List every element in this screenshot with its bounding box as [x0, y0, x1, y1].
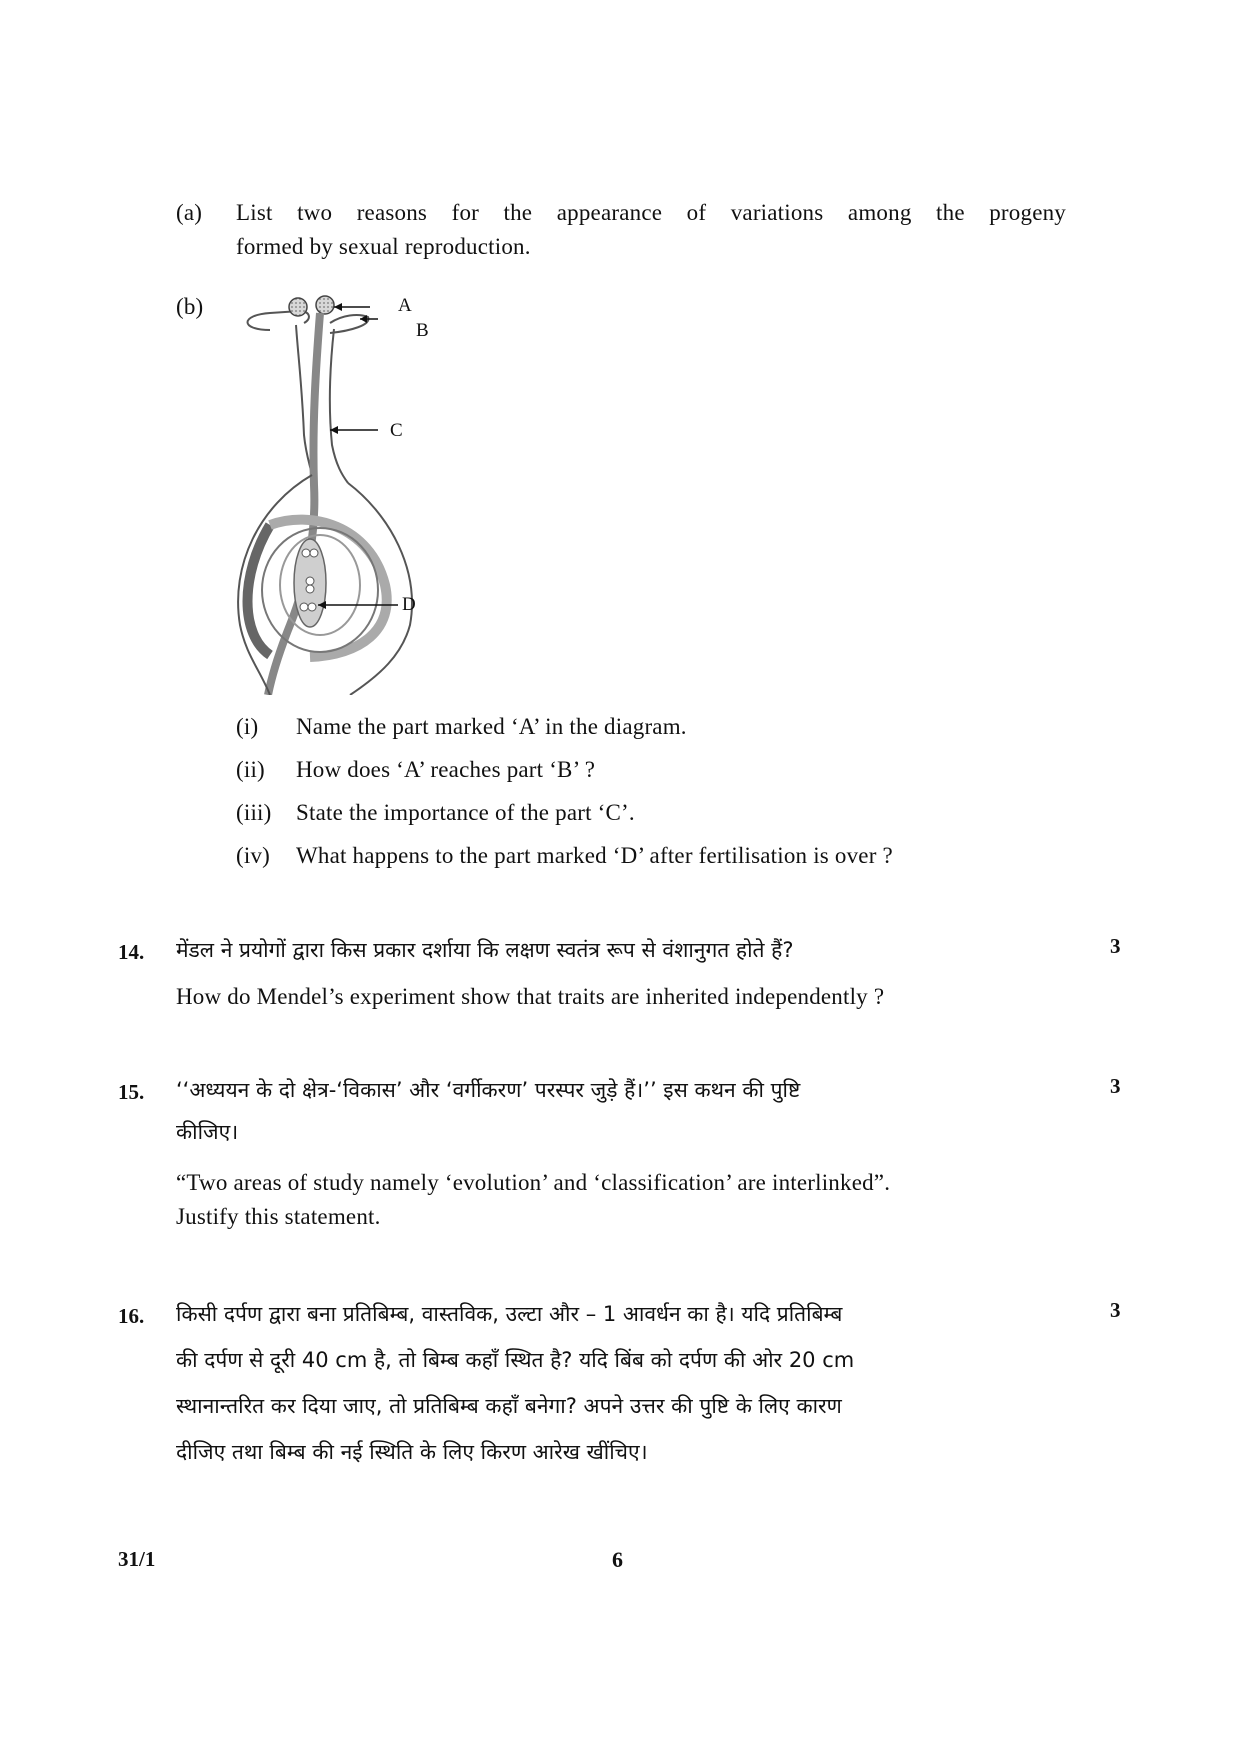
- q15-english-line2: Justify this statement.: [176, 1204, 381, 1229]
- egg-cell: [300, 603, 308, 611]
- diagram-label-a: A: [398, 295, 412, 316]
- q13a-line1: List two reasons for the appearance of variations among the progeny: [236, 200, 1066, 225]
- q14-english: How do Mendel’s experiment show that traits are inherited independently ?: [176, 984, 885, 1009]
- q13a-line2: formed by sexual reproduction.: [236, 234, 531, 259]
- footer-page-number: 6: [612, 1547, 623, 1572]
- q15-marks: 3: [1110, 1074, 1121, 1098]
- q13b-sub-ii-text: How does ‘A’ reaches part ‘B’ ?: [296, 757, 596, 782]
- q13b-sub-i-text: Name the part marked ‘A’ in the diagram.: [296, 714, 687, 739]
- q15-hindi-line2: कीजिए।: [176, 1120, 239, 1144]
- arrow-a-head: [334, 303, 342, 311]
- diagram-label-b: B: [416, 320, 429, 341]
- q16-hindi-line1: किसी दर्पण द्वारा बना प्रतिबिम्ब, वास्तविक, उल्टा और – 1 आवर्धन का है। यदि प्रतिबिम्ब: [176, 1302, 843, 1326]
- style-right-wall: [330, 329, 348, 483]
- ovary-right-wall: [348, 483, 412, 695]
- synergid: [308, 603, 316, 611]
- q13b-sub-i-num: (i): [236, 714, 259, 739]
- embryo-nucleus-2: [310, 549, 318, 557]
- pollen-grain-1: [289, 298, 307, 316]
- footer-paper-code: 31/1: [118, 1547, 156, 1571]
- q15-english-line1: “Two areas of study namely ‘evolution’ and ‘classification’ are interlinked”.: [176, 1170, 891, 1195]
- q13b-sub-iii-text: State the importance of the part ‘C’.: [296, 800, 635, 825]
- q16-hindi-line4: दीजिए तथा बिम्ब की नई स्थिति के लिए किरण आरेख खींचिए।: [176, 1440, 648, 1464]
- q13b-label: (b): [176, 294, 204, 319]
- diagram-label-d: D: [402, 594, 416, 615]
- q13b-sub-iii-num: (iii): [236, 800, 272, 825]
- q13b-sub-iv-text: What happens to the part marked ‘D’ after fertilisation is over ?: [296, 843, 893, 868]
- q13b-sub-ii-num: (ii): [236, 757, 265, 782]
- q14-number: 14.: [118, 940, 145, 964]
- q16-hindi-line2: की दर्पण से दूरी 40 cm है, तो बिम्ब कहाँ स्थित है? यदि बिंब को दर्पण की ओर 20 cm: [176, 1348, 855, 1372]
- q13b-sub-iv-num: (iv): [236, 843, 271, 868]
- q14-marks: 3: [1110, 934, 1121, 958]
- embryo-nucleus-4: [306, 585, 314, 593]
- pistil-diagram: [230, 285, 450, 695]
- q16-hindi-line3: स्थानान्तरित कर दिया जाए, तो प्रतिबिम्ब कहाँ बनेगा? अपने उत्तर की पुष्टि के लिए कारण: [176, 1394, 842, 1418]
- embryo-nucleus-1: [302, 549, 310, 557]
- q13a-label: (a): [176, 200, 203, 225]
- q14-hindi: मेंडल ने प्रयोगों द्वारा किस प्रकार दर्शाया कि लक्षण स्वतंत्र रूप से वंशानुगत होते हैं?: [176, 938, 794, 962]
- embryo-nucleus-3: [306, 577, 314, 585]
- q16-number: 16.: [118, 1304, 145, 1328]
- diagram-label-c: C: [390, 420, 403, 441]
- pollen-grain-2: [316, 296, 334, 314]
- q16-marks: 3: [1110, 1298, 1121, 1322]
- q15-number: 15.: [118, 1080, 145, 1104]
- q15-hindi-line1: ‘‘अध्ययन के दो क्षेत्र-‘विकास’ और ‘वर्गीकरण’ परस्पर जुड़े हैं।’’ इस कथन की पुष्टि: [176, 1078, 801, 1102]
